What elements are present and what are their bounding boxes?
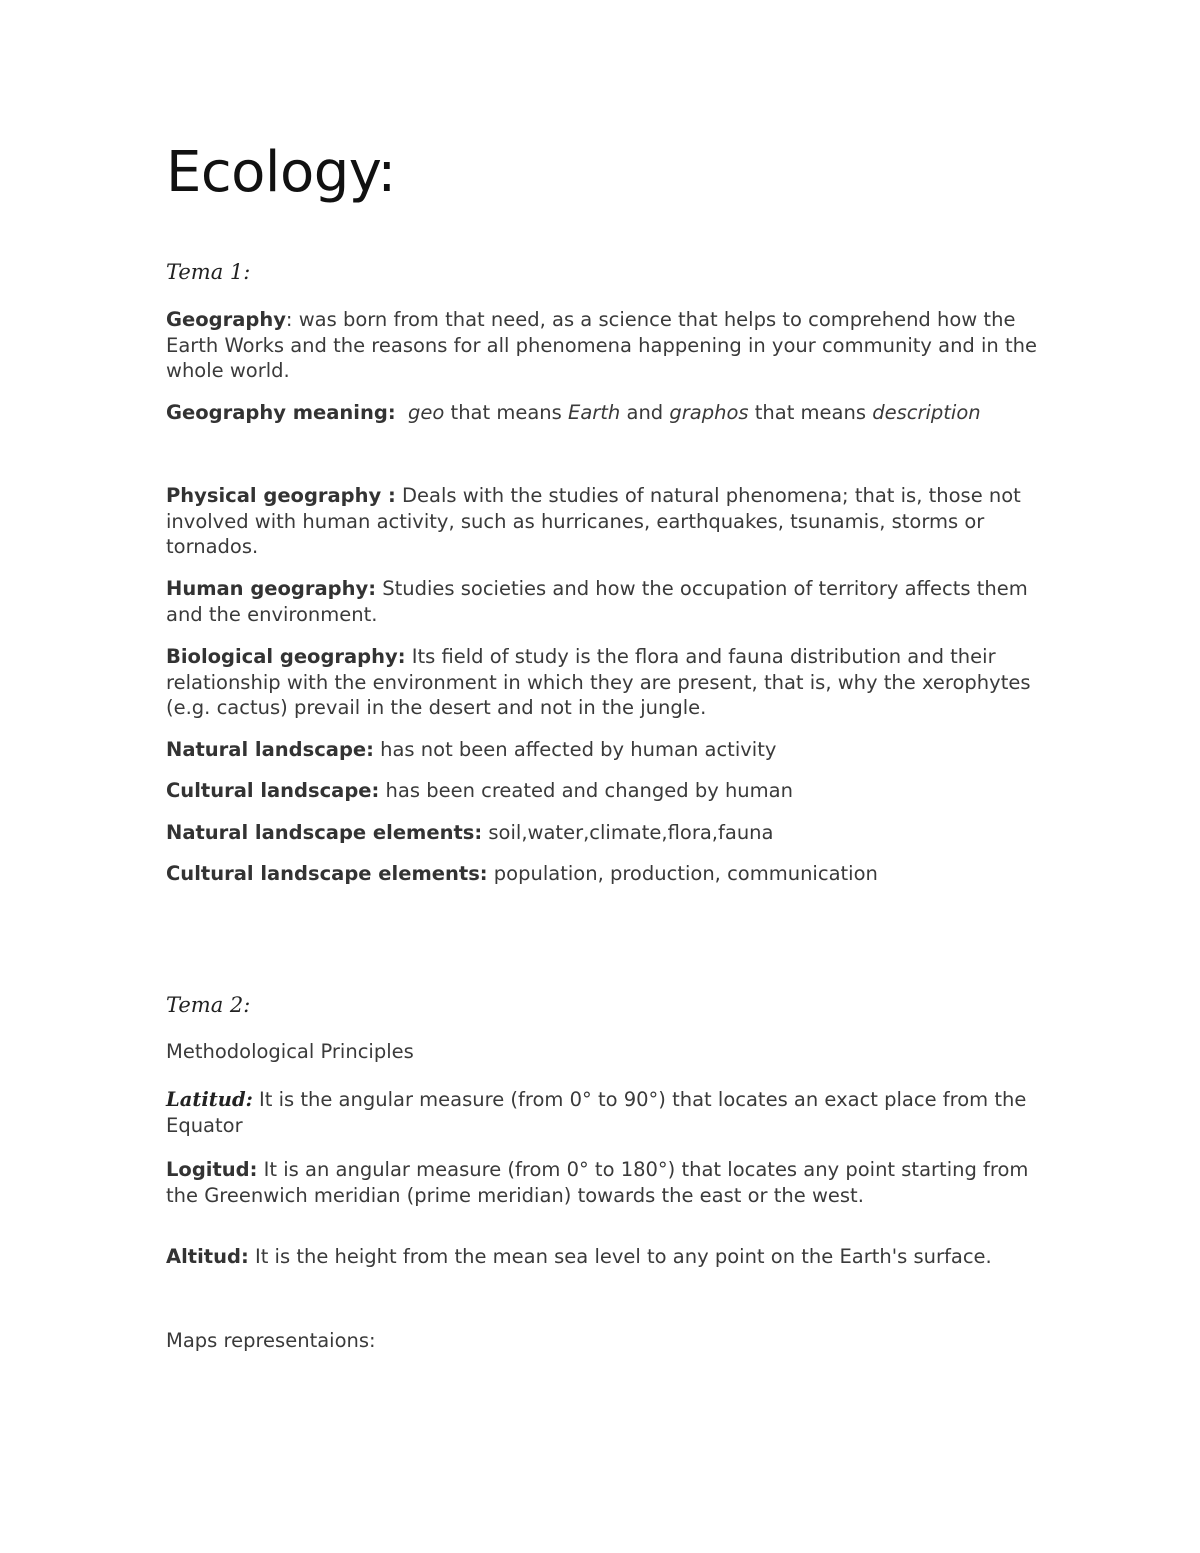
geography-meaning	[166, 400, 1046, 426]
latitud-definition	[166, 1087, 1046, 1138]
biological-geography-term: Biological geography:	[166, 645, 406, 668]
earth-word: Earth	[568, 401, 621, 424]
logitud-term: Logitud:	[166, 1158, 258, 1181]
geography-term: Geography	[166, 308, 286, 331]
altitud-term: Altitud:	[166, 1245, 249, 1268]
physical-geography-definition	[166, 483, 1046, 560]
meaning-connector: that means	[444, 401, 568, 424]
altitud-definition	[166, 1242, 1046, 1271]
description-word: description	[872, 401, 981, 424]
human-geography-definition	[166, 576, 1046, 627]
cultural-landscape-text: has been created and changed by human	[379, 779, 793, 802]
logitud-definition	[166, 1157, 1046, 1208]
methodological-principles-heading: Methodological Principles	[166, 1040, 414, 1063]
cultural-elements-term: Cultural landscape elements:	[166, 862, 488, 885]
maps-representations-heading: Maps representaions:	[166, 1329, 376, 1352]
tema-2-heading: Tema 2:	[166, 993, 251, 1017]
physical-geography-term: Physical geography :	[166, 484, 396, 507]
cultural-landscape-definition	[166, 778, 1046, 804]
latitud-text: It is the angular measure (from 0° to 90°) that locates an exact place from the Equator	[166, 1088, 1027, 1137]
human-geography-term: Human geography:	[166, 577, 377, 600]
physical-geography-text: Deals with the studies of natural phenomena; that is, those not involved with human activity, such as hurricanes, earthquakes, tsunamis, storms or tornados.	[166, 484, 1021, 558]
natural-landscape-text: has not been affected by human activity	[373, 738, 777, 761]
natural-elements-text: soil,water,climate,flora,fauna	[482, 821, 774, 844]
cultural-elements-definition	[166, 861, 1046, 887]
meaning-connector-2: that means	[748, 401, 873, 424]
meaning-and: and	[620, 401, 670, 424]
latitud-term: Latitud:	[166, 1088, 253, 1111]
cultural-landscape-term: Cultural landscape:	[166, 779, 380, 802]
natural-elements-term: Natural landscape elements:	[166, 821, 483, 844]
tema-1-heading: Tema 1:	[166, 260, 251, 284]
document-title: Ecology:	[166, 140, 396, 205]
logitud-text: It is an angular measure (from 0° to 180°) that locates any point starting from the Greenwich meridian (prime meridian) towards the east or the west.	[166, 1158, 1029, 1207]
geo-word: geo	[408, 401, 445, 424]
graphos-word: graphos	[669, 401, 749, 424]
natural-landscape-term: Natural landscape:	[166, 738, 374, 761]
geography-definition	[166, 307, 1046, 384]
altitud-text: It is the height from the mean sea level to any point on the Earth's surface.	[248, 1245, 992, 1268]
human-geography-text: Studies societies and how the occupation of territory affects them and the environment.	[166, 577, 1028, 626]
geography-text: : was born from that need, as a science that helps to comprehend how the Earth Works and the reasons for all phenomena happening in your community and in the whole world.	[166, 308, 1037, 382]
cultural-elements-text: population, production, communication	[487, 862, 878, 885]
geography-meaning-term: Geography meaning:	[166, 401, 396, 424]
biological-geography-text: Its field of study is the flora and fauna distribution and their relationship with the environment in which they are present, that is, why the xerophytes (e.g. cactus) prevail in the desert and not in the jungle.	[166, 645, 1031, 719]
natural-landscape-definition	[166, 737, 1046, 763]
natural-elements-definition	[166, 820, 1046, 846]
biological-geography-definition	[166, 644, 1046, 721]
